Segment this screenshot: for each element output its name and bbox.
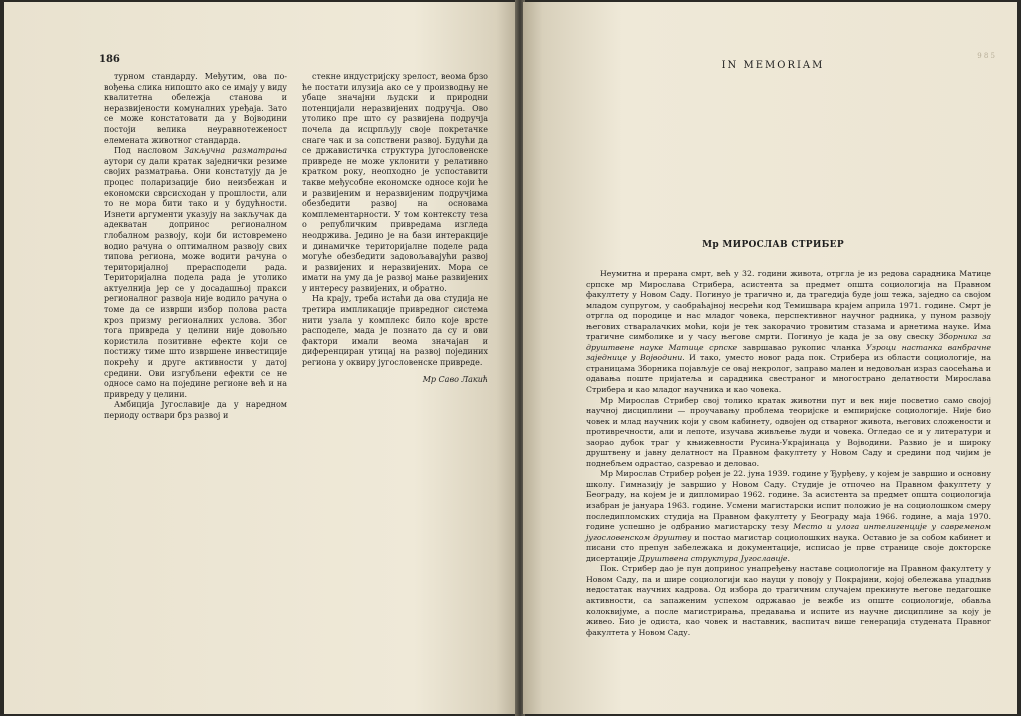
paragraph: стекне индустријску зрелост, веома брзо ће постати илузија ако се у производњу не убаце значајни људски и природни потенцијали неразвијених подручја. Ово утолико пре што су развијена подручја почела да исцрпљују своје покретачке снаге чак и за сопствени развој. Будући да се државистичка структура југословенске привреде не може уклонити у релативно кратком року, неопходно је успоставити такве међусобне економске односе који ће и развијеним и неразвијеним подручјима обезбедити развој на основама комплементарности. У том контексту теза о републичким привредама изгледа неодржива. Једино је на бази интеракције и динамичке територијалне поделе рада могуће обезбедити задовољавајући развој и развијених и неразвијених. Мора се имати на уму да је развој мање развијених у интересу развијених, и обратно. [302,72,488,293]
obituary-body [586,269,991,638]
left-column [104,72,287,422]
right-column [302,72,488,385]
paragraph: турном стандарду. Међутим, ова по-вођења слика нипошто ако се имају у виду квалитетна обележја станова и неразвијености комуналних уређаја. Зато се може констатовати да у Војводини постоји велика неуравнотеженост елемената животног стандарда. [104,72,287,145]
paragraph: Амбиција Југославије да у наредном периоду оствари брз развој и [104,400,287,420]
paragraph: Неумитна и прерана смрт, већ у 32. години живота, отргла је из редова сарадника Матице српске мр Мирослава Стрибера, асистента за предмет општа социологија на Правном факултету у Новом Саду. Погинуо је трагично и, да трагедија буде још тежа, заједно са својом младом супругом, у саобраћајној несрећи код Темишвара крајем априла 1971. године. Смрт је отргла од породице и нас младог човека, перспективног научног радника, у пуном развоју његових стваралачких моћи, који је тек закорачио тровитим стазама и арнетима науке. Има трагичне симболике и у часу његове смрти. Погинуо је када је за ову свеску Зборника за друштвене науке Матице српске завршавао рукопис чланка Узроци настанка ванбрачне заједнице у Војводини. И тако, уместо новог рада пок. Стрибера из области социологије, на страницама Зборника појављује се овај некролог, заправо мален и недовољан израз саосећања и одавања поште пријатеља и сарадника свестраног и многострано делатности Мирослава Стрибера и као младог научника и као човека. [586,269,991,395]
page-number: 186 [99,54,120,65]
author-signature: Мр Саво Лакић [422,374,488,384]
running-header: IN MEMORIAM [721,60,825,71]
paragraph: Мр Мирослав Стрибер рођен је 22. јуна 1939. године у Ђурђеву, у којем је завршио и основну школу. Гимназију је завршио у Новом Саду. Студије је отпочео на Правном факултету у Београду, на којем је и дипломирао 1962. године. За асистента за предмет општа социологија изабран је јануара 1963. године. Усмени магистарски испит положио је на социолошком смеру последипломских студија на Правном факултету у Београду маја 1966. године, а маја 1970. године успешно је одбранио магистарску тезу Место и улога интелигенције у савременом југословенском друштву и постао магистар социолошких наука. Оставио је за собом кабинет и писани сто препун забележака и документације, исписао је прве странице своје докторске дисертације Друштвена структура Југославије. [586,469,991,563]
paragraph: Под насловом Закључна разматрања аутори су дали кратак заједнички резиме својих разматрања. Они констатују да је процес поларизације био неизбежан и економски сврсисходан у прошлости, али то не мора бити тако и у будућности. Изнети аргументи указују на закључак да адекватан допринос регионалном глобалном развоју, који би истовремено водио рачуна о оптималном развоју свих типова региона, може водити рачуна о територијалној прерасподели рада. Територијална подела рада је утолико актуелнија јер се у досадашњој пракси регионалног развоја није водило рачуна о томе да се изврши избор полова раста кроз призму регионалних услова. Због тога привреда у целини није довољно користила позитивне ефекте који се постижу тиме што извршене инвестиције покрећу и друге активности у датој средини. Ови изгубљени ефекти се не односе само на поједине регионе већ и на привреду у целини. [104,146,288,399]
corner-mark: 9 8 5 [977,52,995,60]
paragraph: Пок. Стрибер дао је пун допринос унапређењу наставе социологије на Правном факултету у Новом Саду, па и шире социологији као науци у повоју у Покрајини, којој обележава упадљив недостатак научних кадрова. Од избора до трагичним случајем прекинуте његове педагошке активности, са запаженим успехом одржавао је вежбе из опште социологије, обавља колоквијуме, а после магистрирања, предавања и испите из научне дисциплине за коју је живео. Био је одиста, као човек и наставник, васпитач више генерација студената Правног факултета у Новом Саду. [586,564,991,637]
paragraph: На крају, треба истаћи да ова студија не третира импликације привредног система нити узала у комплекс било које врсте расподеле, мада је познато да су и ови фактори имали веома значајан и диференциран утицај на развој појединих региона у оквиру југословенске привреде. [302,294,488,368]
paragraph: Мр Мирослав Стрибер свој толико кратак животни пут и век није посветио само својој научној дисциплини — проучавању проблема теоријске и емпиријске социологије. Није био човек и млад научник који у свом кабинету, одвојен од стварног живота, његових сложености и противречности, али и лепоте, изучава живљење људи и човека. Огледао се и у литератури и заорао дубок траг у књижевности Русина-Украјинаца у Војводини. Развио је и широку друштвену и јавну делатност на Правном факултету у Новом Саду и средини под чијим је поднебљем одрастао, сазревао и деловао. [586,395,991,468]
left-page [4,2,517,714]
right-page [523,2,1017,714]
obituary-title: Мр МИРОСЛАВ СТРИБЕР [702,240,844,250]
